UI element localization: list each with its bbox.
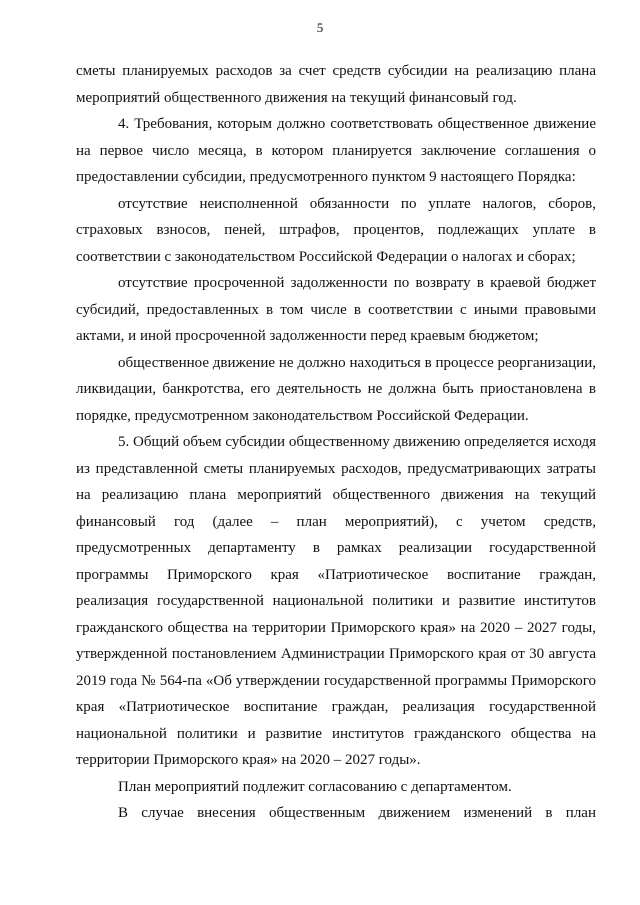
paragraph-item-5: 5. Общий объем субсидии общественному движению определяется исходя из представленной сметы планируемых расходов, предусматривающих затраты на реализацию плана мероприятий общественного движения на текущий финансовый год (далее – план мероприятий), с учетом средств, предусмотренных департаменту в рамках реализации государственной программы Приморского края «Патриотическое воспитание граждан, реализация государственной национальной политики и развитие институтов гражданского общества на территории Приморского края» на 2020 – 2027 годы, утвержденной постановлением Администрации Приморского края от 30 августа 2019 года № 564-па «Об утверждении государственной программы Приморского края «Патриотическое воспитание граждан, реализация государственной национальной политики и развитие институтов гражданского общества на территории Приморского края» на 2020 – 2027 годы». [76,434,596,768]
paragraph-plan-approval: План мероприятий подлежит согласованию с департаментом. [118,778,512,795]
document-body [76,58,596,827]
paragraph-item-4: 4. Требования, которым должно соответствовать общественное движение на первое число месяца, в котором планируется заключение соглашения о предоставлении субсидии, предусмотренного пунктом 9 настоящего Порядка: [76,116,596,185]
paragraph-requirement-reorganization: общественное движение не должно находиться в процессе реорганизации, ликвидации, банкротства, его деятельность не должна быть приостановлена в порядке, предусмотренном законодательством Российской Федерации. [76,354,596,424]
paragraph-requirement-debt: отсутствие просроченной задолженности по возврату в краевой бюджет субсидий, предоставленных в том числе в соответствии с иными правовыми актами, и иной просроченной задолженности перед краевым бюджетом; [76,275,596,344]
page-number: 5 [316,20,324,35]
paragraph-requirement-taxes: отсутствие неисполненной обязанности по уплате налогов, сборов, страховых взносов, пеней, штрафов, процентов, подлежащих уплате в соответствии с законодательством Российской Федерации о налогах и сборах; [76,195,596,265]
paragraph-continuation: сметы планируемых расходов за счет средств субсидии на реализацию плана мероприятий общественного движения на текущий финансовый год. [76,63,596,106]
paragraph-plan-changes: В случае внесения общественным движением изменений в план [118,805,596,821]
